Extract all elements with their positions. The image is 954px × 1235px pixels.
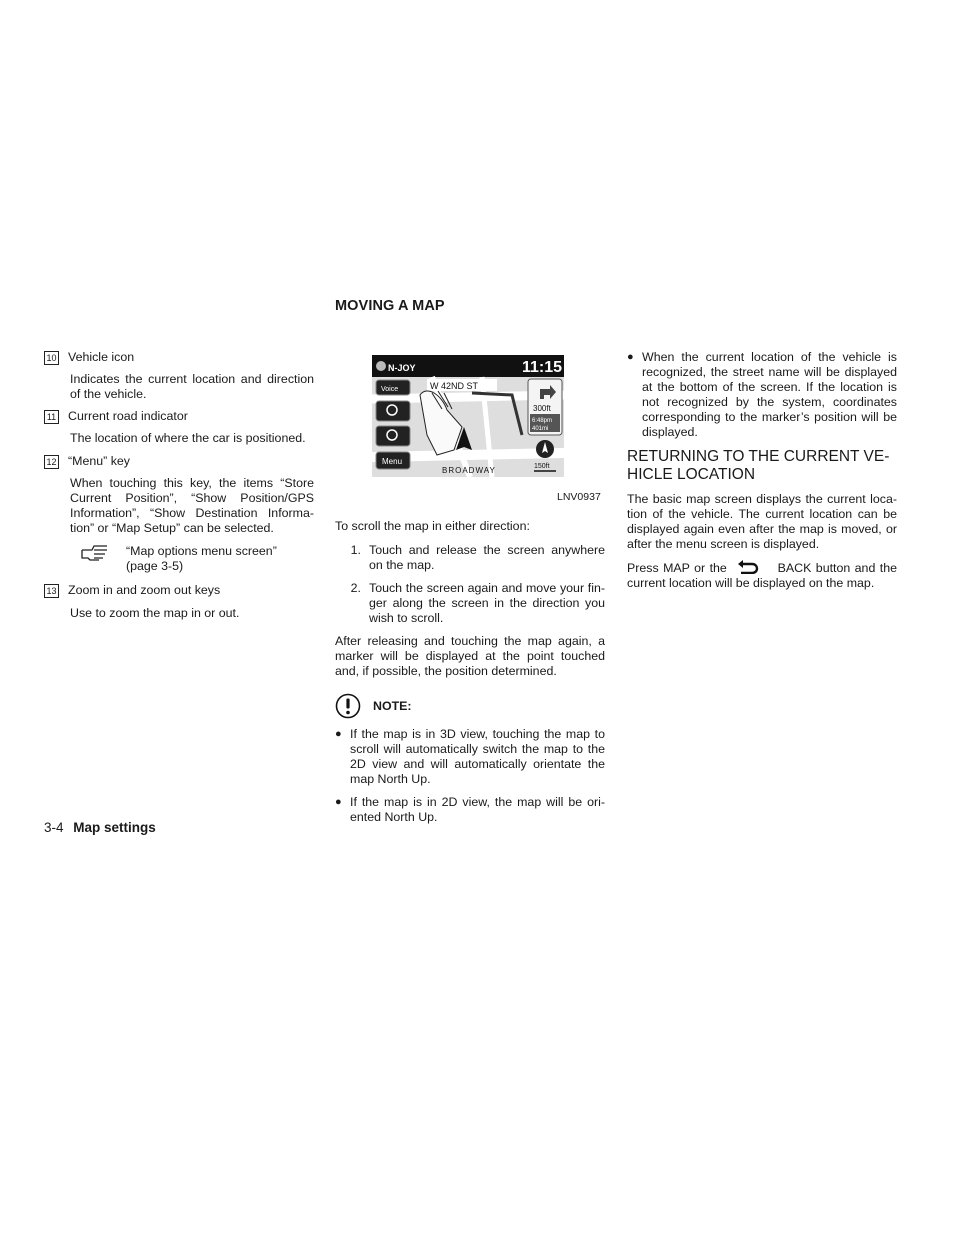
middle-column <box>335 519 605 825</box>
section-heading-returning <box>627 448 897 484</box>
note-title: NOTE: <box>373 698 412 713</box>
press-text-before: Press MAP or the <box>627 561 727 575</box>
page-reference <box>80 544 314 574</box>
right-column <box>627 350 897 591</box>
note-text: If the map is in 3D view, touching the map to scroll will automatically switch the map to the 2D view and will automatically orientate the map North Up. <box>350 727 605 786</box>
reference-title: “Map options menu screen” <box>126 544 277 558</box>
step-number: 1. <box>350 543 361 557</box>
section-name: Map settings <box>73 820 156 835</box>
distance: 300ft <box>533 404 551 413</box>
press-map-text <box>627 559 897 591</box>
after-release-text: After releasing and touching the map again, a marker will be displayed at the point touched and, if possible, the position determined. <box>335 634 605 678</box>
station-name: N-JOY <box>388 363 416 373</box>
pointing-hand-icon <box>80 542 110 562</box>
note-header <box>335 693 605 719</box>
item-description: The location of where the car is positioned. <box>70 431 306 445</box>
back-arrow-icon <box>737 559 759 574</box>
item-12-header <box>44 454 314 469</box>
item-11-header <box>44 409 314 424</box>
scroll-steps <box>335 543 605 626</box>
scale: 150ft <box>534 463 550 470</box>
bullet-dot: ● <box>627 351 634 363</box>
item-number-badge: 13 <box>44 584 59 598</box>
voice-button-label: Voice <box>381 386 399 393</box>
street-top: W 42ND ST <box>430 381 479 391</box>
item-number-badge: 10 <box>44 351 59 365</box>
scroll-intro: To scroll the map in either direction: <box>335 519 530 533</box>
item-number-badge: 11 <box>44 410 59 424</box>
note-text: If the map is in 2D view, the map will be ori-ented North Up. <box>350 795 605 824</box>
item-description: Indicates the current location and direction of the vehicle. <box>70 372 314 401</box>
list-item <box>335 727 605 787</box>
item-13-header <box>44 583 314 598</box>
step-text: Touch the screen again and move your fin-ger along the screen in the direction you wish to scroll. <box>369 581 605 625</box>
item-description: When touching this key, the items “Store Current Position”, “Show Position/GPS Information”, “Show Destination Informa-tion” or “Map Setup” can be selected. <box>70 476 314 535</box>
step-number: 2. <box>350 581 361 595</box>
page-number: 3-4 <box>44 820 64 835</box>
street-name-text: When the current location of the vehicle is recognized, the street name will be displayed at the bottom of the screen. If the location is not recognized by the system, coordinates corresponding to the marker’s position will be displayed. <box>642 350 897 439</box>
remaining: 401mi <box>532 426 549 432</box>
item-10-header <box>44 350 314 365</box>
list-item <box>335 581 605 626</box>
item-title: Zoom in and zoom out keys <box>68 583 221 597</box>
eta: 6:48pm <box>532 418 553 424</box>
heading-line: RETURNING TO THE CURRENT VE- <box>627 448 890 465</box>
item-title: “Menu” key <box>68 454 130 468</box>
list-item <box>335 795 605 825</box>
bullet-dot: ● <box>335 728 342 740</box>
figure-label: LNV0937 <box>557 491 601 503</box>
page-footer <box>44 820 156 835</box>
list-item <box>627 350 897 440</box>
menu-button-label: Menu <box>382 457 403 466</box>
item-title: Vehicle icon <box>68 350 135 364</box>
press-text-after: BACK button and the current location will be displayed on the map. <box>627 561 897 590</box>
left-column <box>44 350 314 621</box>
street-bottom: BROADWAY <box>442 466 496 475</box>
heading-line: HICLE LOCATION <box>627 466 756 483</box>
section-heading-moving-a-map: MOVING A MAP <box>335 298 445 314</box>
reference-page: (page 3-5) <box>126 559 184 573</box>
item-number-badge: 12 <box>44 455 59 469</box>
step-text: Touch and release the screen anywhere on the map. <box>369 543 605 572</box>
list-item <box>335 543 605 573</box>
item-description: Use to zoom the map in or out. <box>70 606 240 620</box>
map-illustration <box>372 355 564 477</box>
exclamation-icon <box>335 693 361 719</box>
item-title: Current road indicator <box>68 409 188 423</box>
station-icon <box>376 361 386 371</box>
map-screen-figure <box>372 355 564 477</box>
basic-map-text: The basic map screen displays the current loca-tion of the vehicle. The current location can be displayed again even after the map is moved, or after the menu screen is displayed. <box>627 492 897 551</box>
clock: 11:15 <box>522 359 563 376</box>
bullet-dot: ● <box>335 796 342 808</box>
